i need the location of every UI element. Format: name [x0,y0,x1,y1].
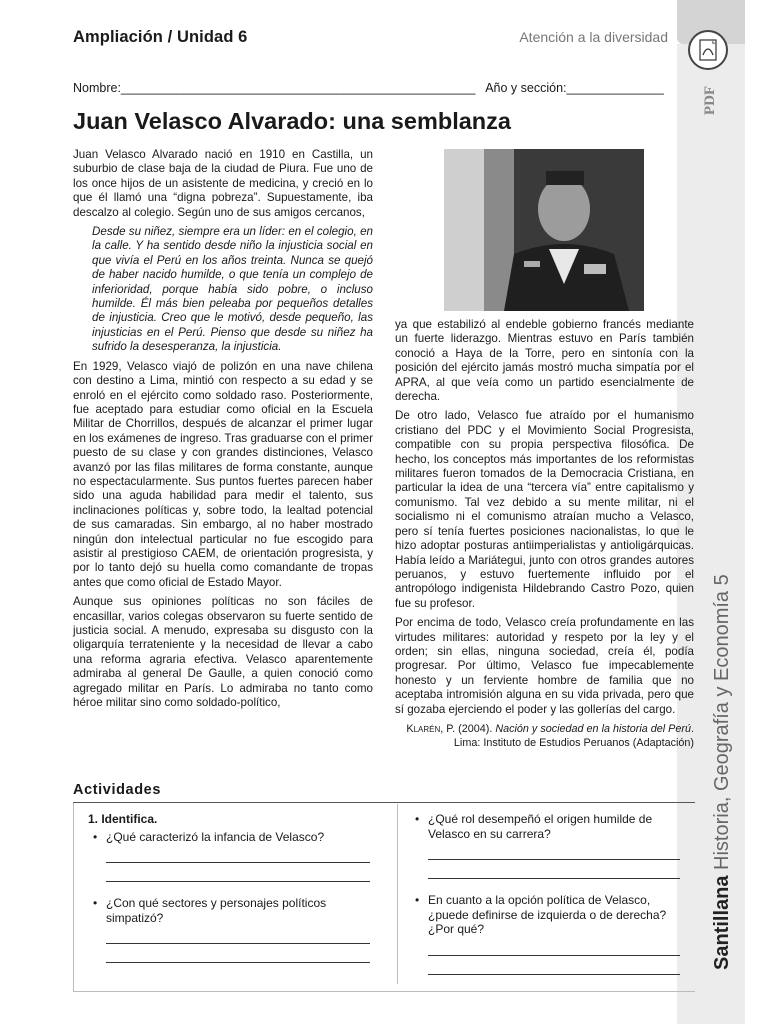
quote-block: Desde su niñez, siempre era un líder: en el colegio, en la calle. Y ha sentido desde niño la injusticia social en que vivía el Perú en los años treinta. Nunca se quejó de haber nacido humilde, o que tenía un complejo de inferioridad, porque había sido pobre, o incluso humilde. Él más bien peleaba por pequeños detalles de injusticia. Creo que le motivó, desde pequeño, las injusticias en el Perú. Pienso que desde su niñez ha sufrido la desesperanza, la injusticia. [92,225,373,354]
brand-name: Santillana [711,875,733,970]
paragraph: Juan Velasco Alvarado nació en 1910 en Castilla, un suburbio de clase baja de la ciudad de Piura. Fue uno de los once hijos de un asistente de medicina, y creció en lo que él llamó una “digna pobreza”. Supuestamente, iba descalzo al colegio. Según uno de sus amigos cercanos, [73,148,373,219]
pdf-label-wrap [690,80,730,116]
paragraph: En 1929, Velasco viajó de polizón en una nave chilena con destino a Lima, mintió con respecto a su edad y se enroló en el ejército como soldado raso. Posteriormente, fue aceptado para estudiar como oficial en la Escuela Militar de Chorrillos, después de alcanzar el primer lugar en los exámenes de ingreso. Tras graduarse con el primer puesto de su clase y con grandes distinciones, Velasco avanzó por las filas militares de forma constante, aunque no espectacularmente. Sus puntos fuertes parecen haber sido una aguda habilidad para medir el talento, sus inclinaciones políticas y, sobre todo, la lealtad potencial de sus camaradas. Sin embargo, al no haber mostrado ningún don intelectual particular no fue escogido para asistir al prestigioso CAEM, de orientación progresista, y por lo tanto dejó su huella como comandante de tropas antes que como oficial de Estado Mayor. [73,359,373,589]
name-field[interactable]: Nombre:___________________________________________________ [73,81,476,95]
paragraph: Aunque sus opiniones políticas no son fáciles de encasillar, varios colegas observaron su fuerte sentido de justicia social. A menudo, expresaba su disgusto con la oligarquía terrateniente y la necesidad de llevar a cabo una reforma agraria efectiva. Velasco aparentemente admiraba al general De Gaulle, a quien conoció como agregado militar en París. Lo admiraba no tanto como héroe militar sino como soldado-político, [73,595,373,710]
citation-publisher: . Lima: Instituto de Estudios Peruanos (Adaptación) [453,722,694,749]
activities-rule [73,802,695,803]
activities-title: Actividades [73,782,161,798]
section-field[interactable]: Año y sección:______________ [485,81,664,95]
header-section-label: Atención a la diversidad [519,29,668,45]
activity-heading: 1. Identifica. [88,812,158,826]
citation-author: Klarén [406,722,441,735]
activities-left [88,812,370,963]
citation-title: Nación y sociedad en la historia del Perú [495,722,691,735]
answer-line[interactable] [106,862,370,863]
article-column-right [395,318,694,750]
pdf-icon[interactable] [688,30,728,70]
question-1: • ¿Qué caracterizó la infancia de Velasco? [88,830,370,845]
answer-line[interactable] [428,974,680,975]
header-unit-title: Ampliación / Unidad 6 [73,28,248,46]
article-column-left [73,148,373,715]
subject-name: Historia, Geografía y Economía 5 [711,574,733,870]
paragraph: ya que estabilizó al endeble gobierno francés mediante un fuerte liderazgo. Mientras estuvo en París también conoció a Haya de la Torre, pero en sintonía con la posición del ejército jamás mostró mucha simpatía por el APRA, al que veía como un partido esencialmente de derecha. [395,318,694,404]
page-title: Juan Velasco Alvarado: una semblanza [73,108,511,134]
answer-line[interactable] [428,859,680,860]
citation [395,722,694,750]
question-3: • ¿Qué rol desempeñó el origen humilde de Velasco en su carrera? [410,812,680,841]
answer-line[interactable] [428,955,680,956]
paragraph: De otro lado, Velasco fue atraído por el humanismo cristiano del PDC y el Movimiento Social Progresista, compatible con su propia perspectiva filosófica. De hecho, los conceptos más importantes de los reformistas militares fueron tomados de la Democracia Cristiana, en particular la idea de una “tercera vía” entre capitalismo y comunismo. Tal vez debido a su mente militar, ni el socialismo ni el comunismo atraían mucho a Velasco, pero sí tenía fuertes posiciones nacionalistas, lo que le hizo adoptar posturas antiimperialistas y antioligárquicas. Había leído a Mariátegui, junto con otros grandes autores peruanos, y estuvo fuertemente influido por el antropólogo indigenista Hildebrando Castro Pozo, quien fue su profesor. [395,409,694,610]
answer-line[interactable] [106,943,370,944]
portrait-illustration [444,149,644,311]
pdf-label: PDF [702,85,719,116]
paragraph: Por encima de todo, Velasco creía profundamente en las virtudes militares: autoridad y respeto por la ley y el orden; sin ellas, ninguna sociedad, creía él, podía progresar. Por último, Velasco fue impecablemente honesto y un ferviente hombre de familia que no aceptaba intromisión alguna en su vida privada, pero que sí gozaba ejerciendo el poder y las gollerías del cargo. [395,616,694,716]
student-info-line [73,81,673,95]
portrait-photo [444,149,644,311]
activities-divider [397,804,398,984]
answer-line[interactable] [106,881,370,882]
citation-year: , P. (2004). [440,722,496,735]
acrobat-icon [693,35,723,65]
question-4: • En cuanto a la opción política de Velasco, ¿puede definirse de izquierda o de derecha? ¿Por qué? [410,893,680,937]
activities-right [410,812,680,975]
question-2: • ¿Con qué sectores y personajes políticos simpatizó? [88,896,370,925]
answer-line[interactable] [106,962,370,963]
answer-line[interactable] [428,878,680,879]
